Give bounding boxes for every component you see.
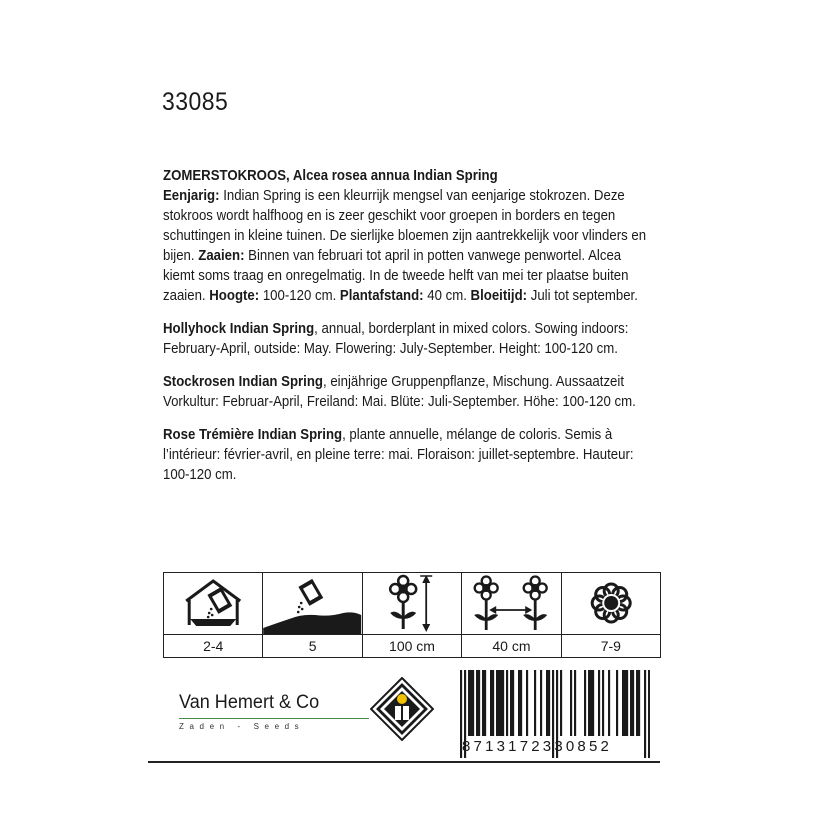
- text-bloom: Juli tot september.: [527, 288, 638, 304]
- barcode-bar: [500, 670, 502, 736]
- barcode-bar: [476, 670, 478, 736]
- label-bloom: Bloeitijd:: [470, 288, 528, 304]
- barcode-bar: [626, 670, 628, 736]
- cell-plant-height: [363, 573, 462, 657]
- barcode-bar: [592, 670, 594, 736]
- cell-indoor-sowing: [164, 573, 263, 657]
- text-height: 100-120 cm.: [259, 288, 340, 304]
- barcode-bar: [472, 670, 474, 736]
- plant-height-icon: [363, 573, 461, 635]
- barcode-bar: [510, 670, 512, 736]
- barcode-bar: [540, 670, 542, 736]
- barcode-bar: [616, 670, 618, 736]
- indoor-sowing-value: 2-4: [203, 638, 224, 654]
- barcode-bar: [468, 670, 470, 736]
- dutch-paragraph: [163, 166, 652, 306]
- label-spacing: Plantafstand:: [339, 288, 424, 304]
- barcode-bar: [598, 670, 600, 736]
- barcode-bar: [588, 670, 590, 736]
- barcode-bar: [490, 670, 492, 736]
- barcode-bar: [502, 670, 504, 736]
- barcode-bar: [484, 670, 486, 736]
- cell-plant-spacing: [462, 573, 561, 657]
- barcode-bar: [492, 670, 494, 736]
- german-paragraph: [163, 372, 652, 412]
- barcode-bar: [584, 670, 586, 736]
- barcode-bar: [590, 670, 592, 736]
- french-paragraph: [163, 425, 652, 485]
- barcode-bar: [638, 670, 640, 736]
- barcode-bar: [574, 670, 576, 736]
- plant-height-value: 100 cm: [389, 638, 435, 654]
- indoor-sowing-icon: [164, 573, 262, 635]
- plant-spacing-value: 40 cm: [492, 638, 531, 654]
- barcode-digits: 8713172330852: [462, 738, 613, 755]
- dutch-title: ZOMERSTOKROOS, Alcea rosea annua Indian Spring: [163, 168, 498, 184]
- description-text: [163, 166, 652, 498]
- barcode-bar: [608, 670, 610, 736]
- brand-divider: [179, 718, 369, 719]
- flowering-value: 7-9: [600, 638, 621, 654]
- french-text: , plante annuelle, mélange de coloris. Semis à l’intérieur: février-avril, en pleine terre: mai. Floraison: juillet-septembre. Hauteur: 100-120 cm.: [163, 427, 634, 483]
- barcode-bar: [560, 670, 562, 736]
- cell-outdoor-sowing: [263, 573, 362, 657]
- barcode-bar: [520, 670, 522, 736]
- barcode-bar: [496, 670, 498, 736]
- barcode-bar: [518, 670, 520, 736]
- barcode-bar: [644, 670, 646, 758]
- barcode-bar: [636, 670, 638, 736]
- outdoor-sowing-icon: [263, 573, 361, 635]
- english-paragraph: [163, 319, 652, 359]
- german-text: , einjährige Gruppenpflanze, Mischung. Aussaatzeit Vorkultur: Februar-April, Freiland: Mai. Blüte: Juli-September. Höhe: 100-120 cm.: [163, 374, 636, 410]
- cell-flowering: [562, 573, 660, 657]
- barcode-bar: [648, 670, 650, 758]
- text-spacing: 40 cm.: [423, 288, 471, 304]
- barcode-bar: [624, 670, 626, 736]
- barcode-bar: [548, 670, 550, 736]
- german-name: Stockrosen Indian Spring: [163, 374, 323, 390]
- brand-block: [179, 692, 374, 731]
- company-logo-icon: [370, 677, 434, 741]
- label-sowing: Zaaien:: [198, 248, 245, 264]
- barcode-bar: [506, 670, 508, 736]
- barcode-bar: [512, 670, 514, 736]
- text-annual: Indian Spring is een kleurrijk mengsel van eenjarige stokrozen. Deze stokroos wordt halfhoog en is zeer geschikt voor groepen in borders en tegen schuttingen in kleine tuinen. De sierlijke bloemen zijn aantrekkelijk voor vlinders en bijen.: [163, 188, 647, 264]
- flowering-icon: [562, 573, 660, 635]
- outdoor-sowing-value: 5: [308, 638, 317, 654]
- barcode-bar: [630, 670, 632, 736]
- sowing-info-table: [163, 572, 661, 658]
- barcode-bar: [470, 670, 472, 736]
- brand-name: Van Hemert & Co: [179, 692, 320, 713]
- barcode-bar: [602, 670, 604, 736]
- article-number: 33085: [162, 88, 229, 116]
- barcode-bar: [534, 670, 536, 736]
- text-sowing: Binnen van februari tot april in potten vanwege penwortel. Alcea kiemt soms traag en onregelmatig. In de tweede helft van mei ter plaatse buiten zaaien.: [163, 248, 629, 304]
- barcode-bar: [570, 670, 572, 736]
- english-name: Hollyhock Indian Spring: [163, 321, 315, 337]
- bottom-rule: [148, 761, 660, 763]
- barcode-bar: [546, 670, 548, 736]
- french-name: Rose Trémière Indian Spring: [163, 427, 343, 443]
- barcode-bar: [526, 670, 528, 736]
- barcode-bar: [632, 670, 634, 736]
- plant-spacing-icon: [462, 573, 560, 635]
- label-height: Hoogte:: [209, 288, 260, 304]
- english-text: , annual, borderplant in mixed colors. Sowing indoors: February-April, outside: May. Flowering: July-September. Height: 100-120 cm.: [163, 321, 629, 357]
- barcode-bar: [498, 670, 500, 736]
- barcode-bar: [482, 670, 484, 736]
- brand-tagline: Zaden - Seeds: [179, 722, 305, 731]
- label-annual: Eenjarig:: [163, 188, 220, 204]
- barcode-bar: [622, 670, 624, 736]
- barcode-bar: [478, 670, 480, 736]
